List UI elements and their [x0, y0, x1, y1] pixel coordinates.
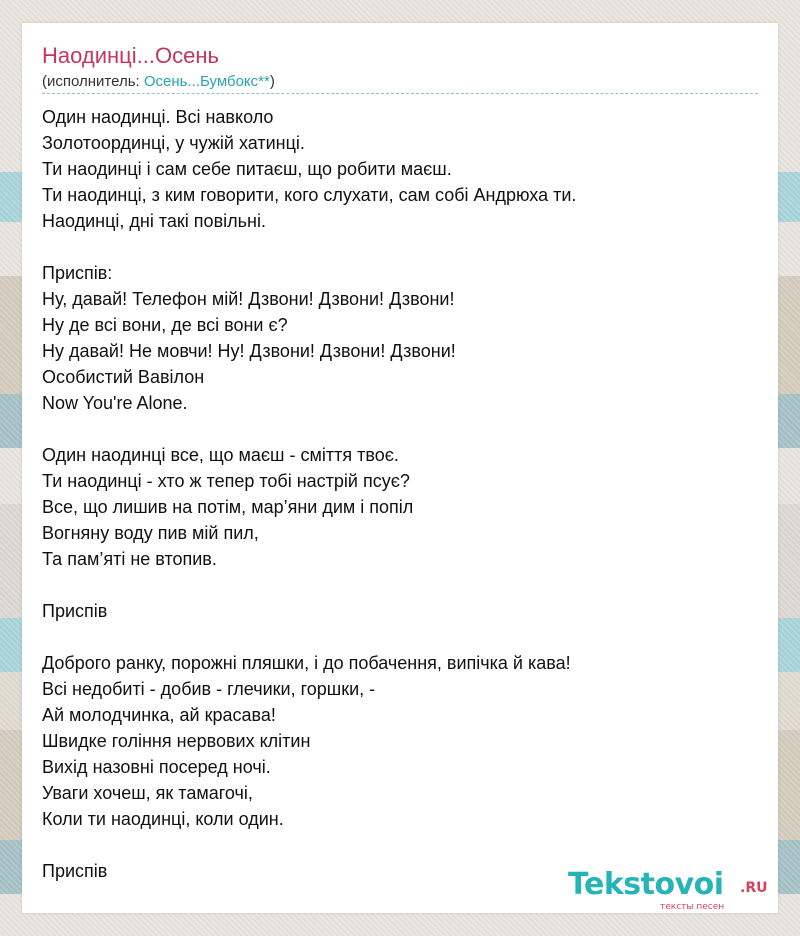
lyric-line: Приспів	[42, 861, 108, 881]
lyric-line: Now You're Alone.	[42, 393, 188, 413]
title-divider	[42, 93, 758, 94]
lyric-line: Все, що лишив на потім, мар’яни дим і попіл	[42, 497, 414, 517]
lyric-line: Швидке гоління нервових клітин	[42, 731, 311, 751]
blank-line	[42, 624, 758, 650]
lyric-line: Ну де всі вони, де всі вони є?	[42, 315, 288, 335]
lyric-line: Особистий Вавілон	[42, 367, 205, 387]
logo-domain: .RU	[740, 880, 768, 896]
lyric-line: Та пам’яті не втопив.	[42, 549, 217, 569]
lyric-line: Всі недобиті - добив - глечики, горшки, -	[42, 679, 376, 699]
lyric-line: Приспів:	[42, 263, 113, 283]
lyric-line: Ну, давай! Телефон мій! Дзвони! Дзвони! Дзвони!	[42, 289, 455, 309]
blank-line	[42, 832, 758, 858]
lyric-line: Коли ти наодинці, коли один.	[42, 809, 284, 829]
logo-tagline: тексты песен	[660, 902, 725, 912]
lyric-line: Ти наодинці, з ким говорити, кого слухати, сам собі Андрюха ти.	[42, 185, 577, 205]
lyric-line: Ти наодинці - хто ж тепер тобі настрій псує?	[42, 471, 410, 491]
logo-wordmark: Tekstovoi	[568, 867, 724, 902]
lyric-line: Доброго ранку, порожні пляшки, і до побачення, випічка й кава!	[42, 653, 571, 673]
blank-line	[42, 572, 758, 598]
lyric-line: Вихід назовні посеред ночі.	[42, 757, 271, 777]
blank-line	[42, 416, 758, 442]
lyric-line: Вогняну воду пив мій пил,	[42, 523, 259, 543]
lyric-line: Золотоординці, у чужій хатинці.	[42, 133, 305, 153]
lyrics-text	[42, 104, 758, 884]
blank-line	[42, 234, 758, 260]
performer-prefix: (исполнитель:	[42, 73, 144, 90]
lyric-line: Приспів	[42, 601, 108, 621]
lyric-line: Наодинці, дні такі повільні.	[42, 211, 266, 231]
performer-line	[42, 73, 275, 91]
song-title: Наодинці...Осень	[42, 43, 219, 68]
performer-suffix: )	[269, 73, 275, 90]
site-logo[interactable]	[568, 868, 778, 913]
lyric-line: Ти наодинці і сам себе питаєш, що робити маєш.	[42, 159, 452, 179]
lyric-line: Один наодинці. Всі навколо	[42, 107, 274, 127]
lyrics-card	[22, 23, 778, 913]
lyric-line: Один наодинці все, що маєш - сміття твоє.	[42, 445, 399, 465]
lyric-line: Уваги хочеш, як тамагочі,	[42, 783, 253, 803]
lyric-line: Ну давай! Не мовчи! Ну! Дзвони! Дзвони! Дзвони!	[42, 341, 456, 361]
artist-link[interactable]: Осень...Бумбокс**	[143, 73, 270, 90]
lyric-line: Ай молодчинка, ай красава!	[42, 705, 276, 725]
